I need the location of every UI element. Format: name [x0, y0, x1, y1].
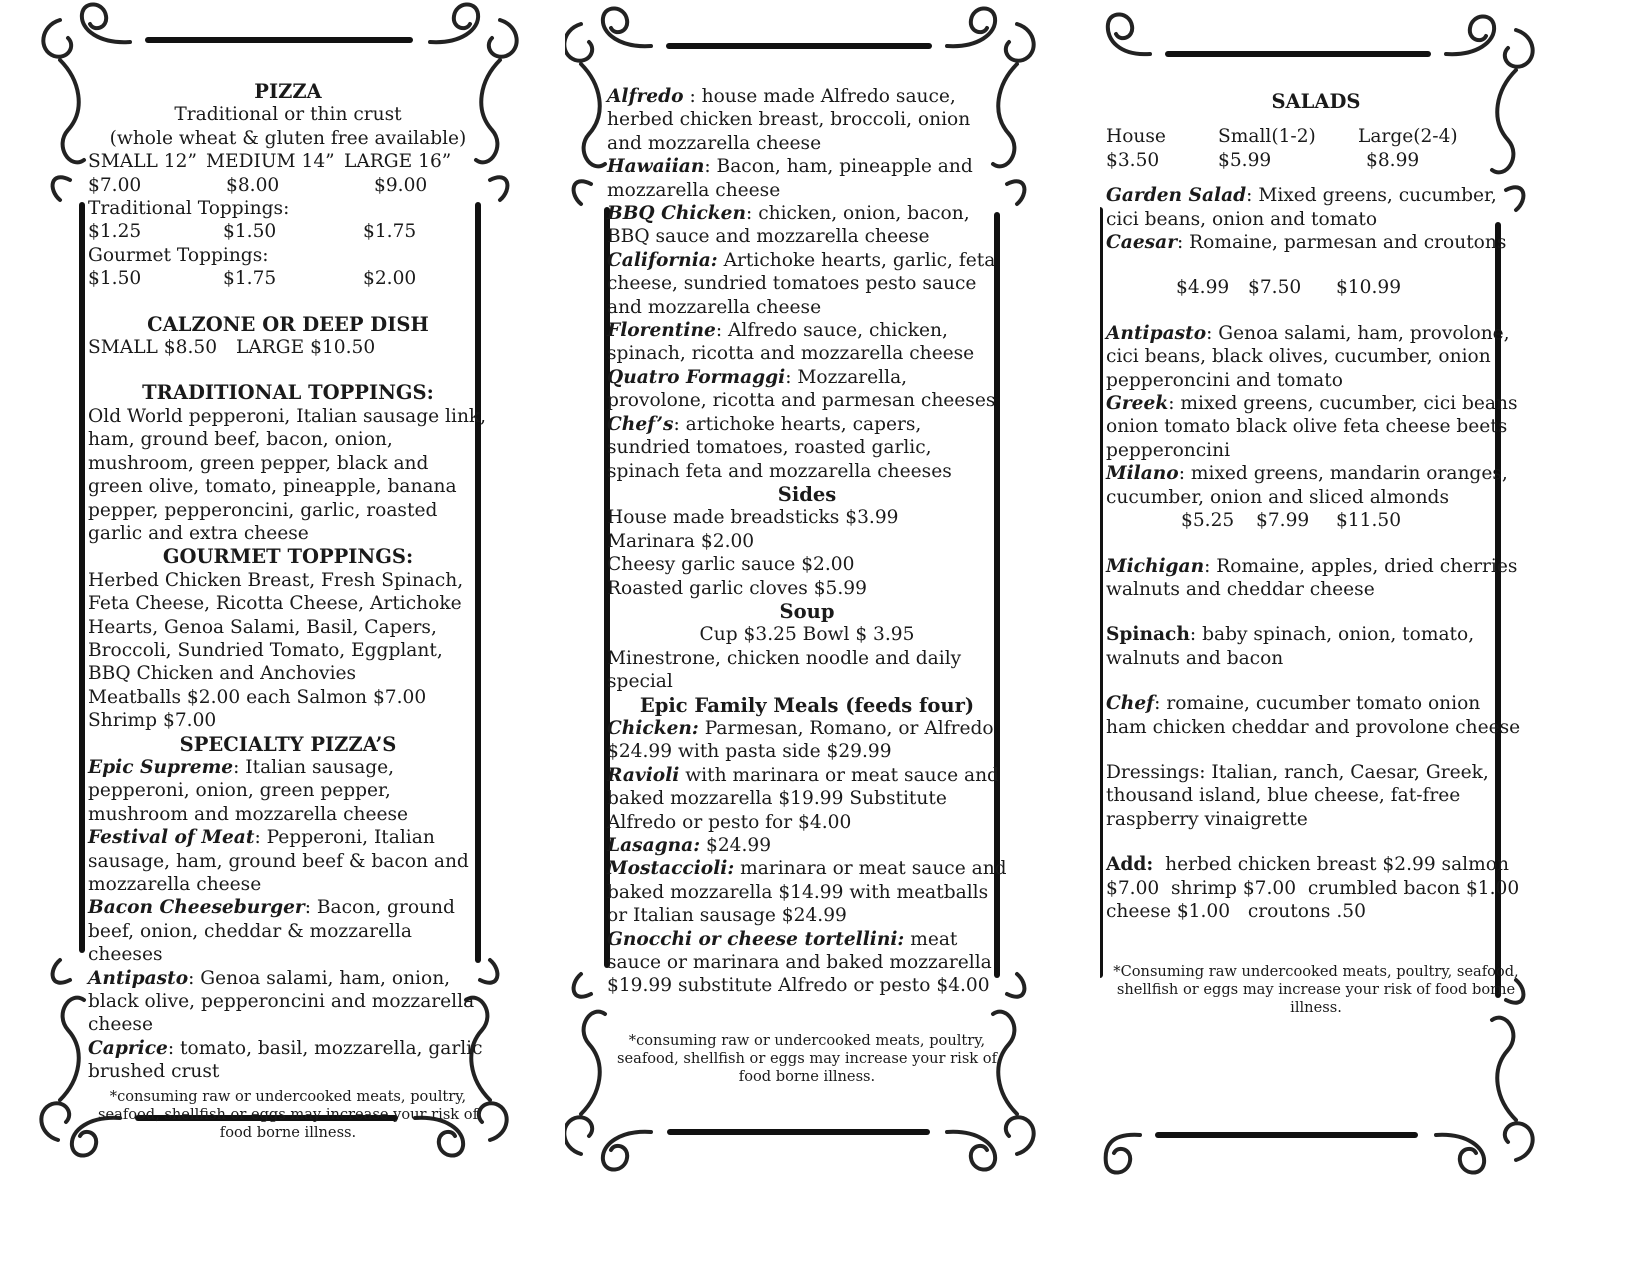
menu-panel-salads — [1100, 0, 1645, 1275]
add-label: Add: — [1106, 854, 1154, 876]
item-name: Chef — [1106, 693, 1155, 715]
item-desc: : mixed greens, cucumber, cici beans onion tomato black olive feta cheese beets pepperoncini — [1106, 393, 1518, 461]
specialty-item — [607, 155, 1007, 202]
pizza-content — [88, 80, 488, 1142]
item-name: Greek — [1106, 393, 1169, 415]
traditional-toppings-label: Traditional Toppings: — [88, 198, 290, 220]
salad-group2-prices — [1106, 509, 1526, 532]
size-small: Small(1-2) — [1218, 126, 1316, 148]
food-safety-disclaimer: *consuming raw or undercooked meats, poultry, seafood, shellfish or eggs may increase your risk of food borne illness. — [98, 1087, 478, 1141]
salad-item — [1106, 392, 1526, 462]
salad-item — [1106, 184, 1526, 231]
salad-size-row — [1106, 125, 1526, 148]
gourmet-price-large: $2.00 — [363, 268, 417, 290]
food-safety-disclaimer: *Consuming raw undercooked meats, poultry, seafood, shellfish or eggs may increase your risk of food borne illness. — [1113, 963, 1519, 1017]
calzone-large: LARGE $10.50 — [236, 337, 376, 359]
item-desc: : Alfredo sauce, chicken, spinach, ricotta and mozzarella cheese — [607, 320, 975, 365]
price-small: $7.00 — [88, 174, 142, 196]
salad-add-ons — [1106, 853, 1537, 923]
gourmet-toppings-label: Gourmet Toppings: — [88, 244, 269, 266]
price-medium: $8.00 — [226, 174, 280, 196]
item-name: California: — [607, 249, 718, 271]
item-desc: : mixed greens, mandarin oranges, cucumber, onion and sliced almonds — [1106, 463, 1508, 508]
gourmet-price-row — [88, 267, 488, 290]
item-name: Caesar — [1106, 232, 1177, 254]
salad-item — [1106, 231, 1526, 254]
item-name: Epic Supreme — [88, 756, 234, 778]
item-desc: : Mixed greens, cucumber, cici beans, onion and tomato — [1106, 185, 1497, 230]
traditional-price-large: $1.75 — [363, 221, 417, 243]
size-house: House — [1106, 126, 1166, 148]
specialty-heading: SPECIALTY PIZZA’S — [179, 732, 397, 756]
group-price-small: $4.99 — [1176, 277, 1230, 299]
salad-item-spinach — [1106, 623, 1526, 670]
extra-toppings-2: Shrimp $7.00 — [88, 710, 217, 732]
specialty-item — [88, 967, 488, 1037]
food-safety-disclaimer: *consuming raw or undercooked meats, poultry, seafood, shellfish or eggs may increase your risk of food borne illness. — [617, 1031, 997, 1085]
traditional-toppings-heading: TRADITIONAL TOPPINGS: — [142, 381, 434, 405]
salad-group1-prices — [1106, 276, 1526, 299]
crust-options: Traditional or thin crust — [174, 104, 402, 126]
item-name: Alfredo — [607, 86, 684, 107]
soup-heading: Soup — [779, 599, 835, 623]
item-desc: : Genoa salami, ham, onion, black olive, pepperoncini and mozzarella cheese — [88, 967, 475, 1036]
crust-note: (whole wheat & gluten free available) — [109, 127, 467, 149]
size-large: LARGE 16” — [344, 151, 452, 173]
group-price-medium: $7.99 — [1256, 510, 1310, 532]
item-desc: : Bacon, ground beef, onion, cheddar & mozzarella cheeses — [88, 897, 455, 966]
group-price-large: $10.99 — [1336, 277, 1402, 299]
item-name: Festival of Meat — [88, 827, 255, 849]
side-item: House made breadsticks $3.99 — [607, 507, 899, 529]
specialty-item — [88, 826, 488, 896]
gourmet-toppings-list: Herbed Chicken Breast, Fresh Spinach, Feta Cheese, Ricotta Cheese, Artichoke Hearts, Genoa Salami, Basil, Capers, Broccoli, Sundried Tomato, Eggplant, BBQ Chicken and Anchovies — [88, 569, 464, 685]
item-name: Milano — [1106, 463, 1179, 485]
size-medium: MEDIUM 14” — [206, 151, 335, 173]
gourmet-price-medium: $1.75 — [223, 268, 277, 290]
item-desc: : Italian sausage, pepperoni, onion, green pepper, mushroom and mozzarella cheese — [88, 756, 409, 825]
item-desc: : baby spinach, onion, tomato, walnuts and bacon — [1106, 624, 1475, 669]
specialty-item — [607, 202, 1007, 249]
item-desc: : artichoke hearts, capers, sundried tomatoes, roasted garlic, spinach feta and mozzarella cheeses — [607, 413, 952, 482]
gourmet-price-small: $1.50 — [88, 268, 142, 290]
pizza-size-row — [88, 150, 488, 173]
item-desc: with marinara or meat sauce and baked mozzarella $19.99 Substitute Alfredo or pesto for $4.00 — [607, 764, 999, 833]
specialty-item — [88, 1037, 488, 1084]
salad-item-michigan — [1106, 555, 1526, 602]
salad-item — [1106, 462, 1526, 509]
salad-item-chef — [1106, 692, 1526, 739]
group-price-medium: $7.50 — [1248, 277, 1302, 299]
menu-panel-specialty-sides — [565, 0, 1085, 1275]
item-desc: : chicken, onion, bacon, BBQ sauce and mozzarella cheese — [607, 203, 970, 248]
soup-description: Minestrone, chicken noodle and daily special — [607, 647, 962, 693]
size-small: SMALL 12” — [88, 151, 197, 173]
item-desc: : Romaine, parmesan and croutons — [1177, 232, 1507, 254]
salads-content — [1106, 90, 1537, 1017]
item-desc: : Genoa salami, ham, provolone, cici beans, black olives, cucumber, onion pepperoncini and tomato — [1106, 322, 1510, 391]
traditional-toppings-list: Old World pepperoni, Italian sausage link, ham, ground beef, bacon, onion, mushroom, green pepper, black and green olive, tomato, pineapple, banana pepper, pepperoncini, garlic, roasted garlic and extra cheese — [88, 405, 487, 544]
family-meal-item — [607, 857, 1007, 927]
calzone-heading: CALZONE OR DEEP DISH — [147, 312, 429, 336]
item-desc: : Pepperoni, Italian sausage, ham, ground beef & bacon and mozzarella cheese — [88, 827, 469, 895]
item-name: Michigan — [1106, 555, 1205, 577]
item-name: Gnocchi or cheese tortellini: — [607, 928, 905, 950]
dressings-list: Dressings: Italian, ranch, Caesar, Greek, thousand island, blue cheese, fat-free raspberry vinaigrette — [1106, 761, 1489, 830]
family-meal-item — [607, 717, 1007, 764]
sides-heading: Sides — [777, 482, 837, 506]
family-meal-item — [607, 928, 1007, 998]
specialty-item — [88, 756, 488, 826]
item-desc: : romaine, cucumber tomato onion ham chicken cheddar and provolone cheese — [1106, 693, 1521, 738]
specialty-item — [607, 85, 1007, 155]
item-name: Mostaccioli: — [607, 858, 735, 880]
item-name: Bacon Cheeseburger — [88, 897, 305, 919]
side-item: Marinara $2.00 — [607, 530, 755, 552]
item-name: Florentine — [607, 320, 716, 342]
salads-heading: SALADS — [1271, 90, 1361, 113]
family-meals-heading: Epic Family Meals (feeds four) — [639, 693, 975, 717]
group-price-small: $5.25 — [1181, 510, 1235, 532]
item-desc: $24.99 — [700, 835, 772, 856]
item-name: Chef’s — [607, 413, 674, 435]
item-desc: Parmesan, Romano, or Alfredo $24.99 with pasta side $29.99 — [607, 717, 994, 763]
item-desc: meat sauce or marinara and baked mozzarella $19.99 substitute Alfredo or pesto $4.00 — [607, 928, 992, 997]
salad-item — [1106, 322, 1526, 392]
specialty-item — [607, 249, 1007, 319]
price-large: $9.00 — [374, 174, 428, 196]
soup-prices: Cup $3.25 Bowl $ 3.95 — [699, 624, 915, 646]
pizza-heading: PIZZA — [254, 80, 322, 103]
add-items: herbed chicken breast $2.99 salmon $7.00 shrimp $7.00 crumbled bacon $1.00 cheese $1.00 croutons .50 — [1106, 854, 1537, 922]
specialty-item — [607, 366, 1007, 413]
price-large: $8.99 — [1366, 149, 1420, 171]
size-large: Large(2-4) — [1358, 126, 1458, 148]
salad-price-row — [1106, 149, 1526, 172]
side-item: Roasted garlic cloves $5.99 — [607, 577, 867, 599]
item-desc: : Mozzarella, provolone, ricotta and parmesan cheeses — [607, 366, 996, 412]
item-name: Ravioli — [607, 764, 680, 786]
family-meal-item — [607, 764, 1007, 834]
pizza-price-row — [88, 174, 488, 197]
calzone-price-row — [88, 336, 488, 359]
item-desc: Artichoke hearts, garlic, feta cheese, sundried tomatoes pesto sauce and mozzarella cheese — [607, 249, 996, 318]
specialty-item — [607, 319, 1007, 366]
item-desc: : house made Alfredo sauce, herbed chicken breast, broccoli, onion and mozzarella cheese — [607, 86, 971, 154]
calzone-small: SMALL $8.50 — [88, 337, 218, 359]
item-name: Caprice — [88, 1037, 168, 1059]
specialty-sides-content — [607, 85, 1007, 1086]
item-name: Hawaiian — [607, 156, 705, 178]
group-price-large: $11.50 — [1336, 510, 1402, 532]
item-desc: : tomato, basil, mozzarella, garlic brushed crust — [88, 1037, 483, 1083]
item-name: Spinach — [1106, 624, 1190, 646]
side-item: Cheesy garlic sauce $2.00 — [607, 554, 855, 576]
item-name: Antipasto — [1106, 322, 1207, 344]
item-name: Quatro Formaggi — [607, 366, 786, 388]
extra-toppings-1: Meatballs $2.00 each Salmon $7.00 — [88, 686, 427, 708]
item-desc: : Bacon, ham, pineapple and mozzarella cheese — [607, 156, 973, 201]
price-small: $5.99 — [1218, 149, 1272, 171]
traditional-price-medium: $1.50 — [223, 221, 277, 243]
item-name: Antipasto — [88, 967, 189, 989]
menu-panel-pizza — [20, 0, 540, 1275]
item-name: Garden Salad — [1106, 185, 1247, 207]
family-meal-item — [607, 834, 1007, 857]
specialty-item — [607, 413, 1007, 483]
item-name: Lasagna: — [607, 835, 701, 856]
item-desc: marinara or meat sauce and baked mozzarella $14.99 with meatballs or Italian sausage $24.99 — [607, 858, 1007, 927]
specialty-item — [88, 896, 488, 966]
gourmet-toppings-heading: GOURMET TOPPINGS: — [162, 545, 414, 569]
item-name: Chicken: — [607, 717, 699, 739]
item-desc: : Romaine, apples, dried cherries walnuts and cheddar cheese — [1106, 555, 1518, 600]
price-house: $3.50 — [1106, 149, 1160, 171]
traditional-price-small: $1.25 — [88, 221, 142, 243]
traditional-price-row — [88, 220, 488, 243]
item-name: BBQ Chicken — [607, 203, 747, 225]
